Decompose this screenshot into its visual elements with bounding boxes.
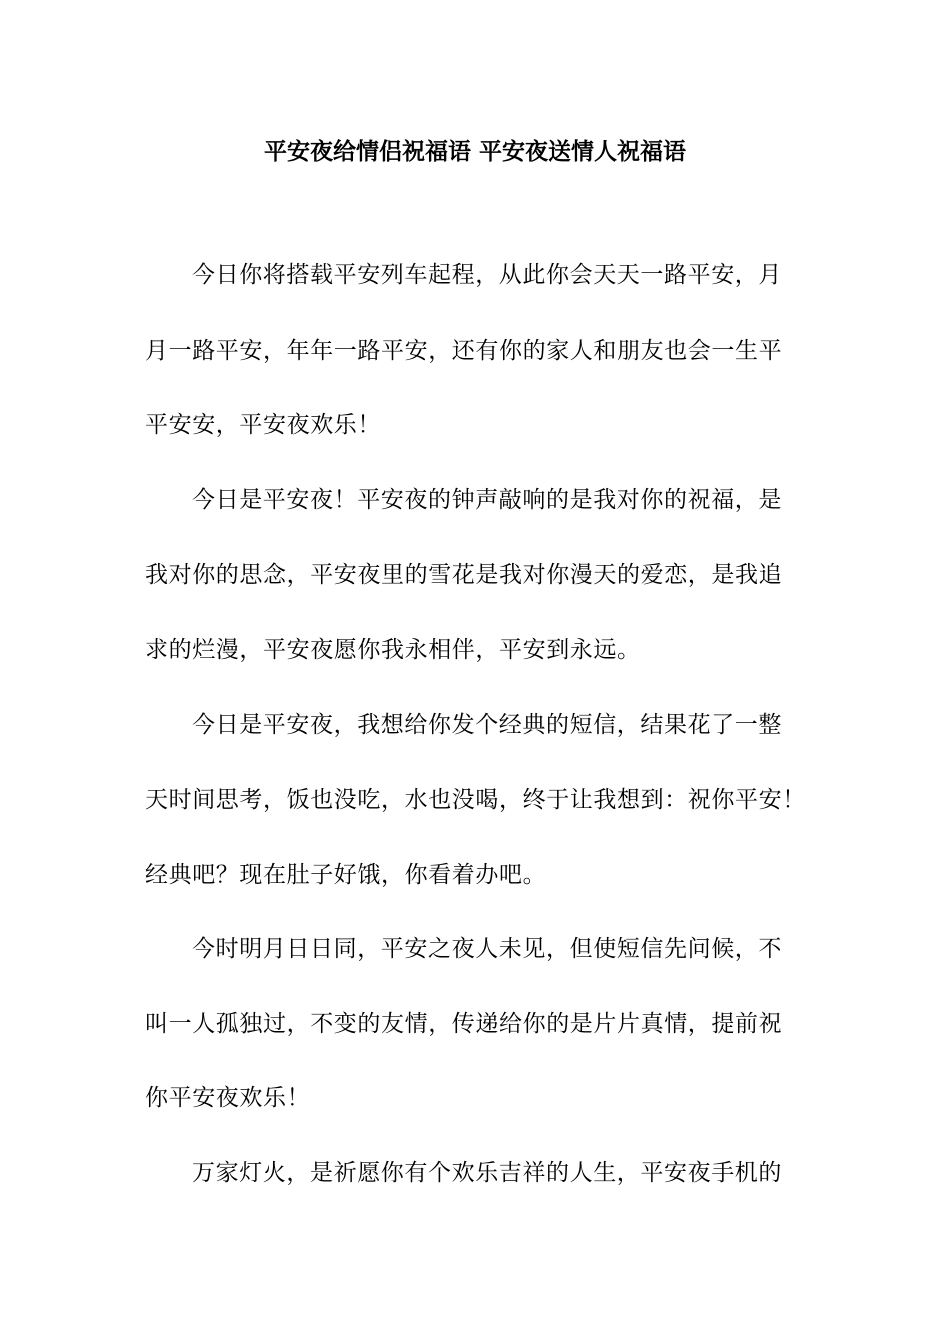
- paragraph-line: 求的烂漫，平安夜愿你我永相伴，平安到永远。: [145, 637, 641, 663]
- paragraph-line: 今日是平安夜，我想给你发个经典的短信，结果花了一整: [192, 712, 782, 738]
- paragraph-line: 今日是平安夜！平安夜的钟声敲响的是我对你的祝福，是: [192, 487, 782, 513]
- paragraph-line: 平安安，平安夜欢乐！: [145, 412, 381, 438]
- paragraph-line: 天时间思考，饭也没吃，水也没喝，终于让我想到：祝你平安！: [145, 787, 806, 813]
- paragraph-line: 万家灯火，是祈愿你有个欢乐吉祥的人生，平安夜手机的: [192, 1160, 782, 1186]
- paragraph-line: 经典吧？现在肚子好饿，你看着办吧。: [145, 862, 547, 888]
- paragraph-line: 今时明月日日同，平安之夜人未见，但使短信先问候，不: [192, 936, 782, 962]
- paragraph-line: 你平安夜欢乐！: [145, 1085, 311, 1111]
- paragraph-line: 叫一人孤独过，不变的友情，传递给你的是片片真情，提前祝: [145, 1011, 783, 1037]
- paragraph-line: 月一路平安，年年一路平安，还有你的家人和朋友也会一生平: [145, 338, 783, 364]
- paragraph-line: 我对你的思念，平安夜里的雪花是我对你漫天的爱恋，是我追: [145, 562, 783, 588]
- paragraph-line: 今日你将搭载平安列车起程，从此你会天天一路平安，月: [192, 262, 782, 288]
- document-title: 平安夜给情侣祝福语 平安夜送情人祝福语: [263, 138, 686, 165]
